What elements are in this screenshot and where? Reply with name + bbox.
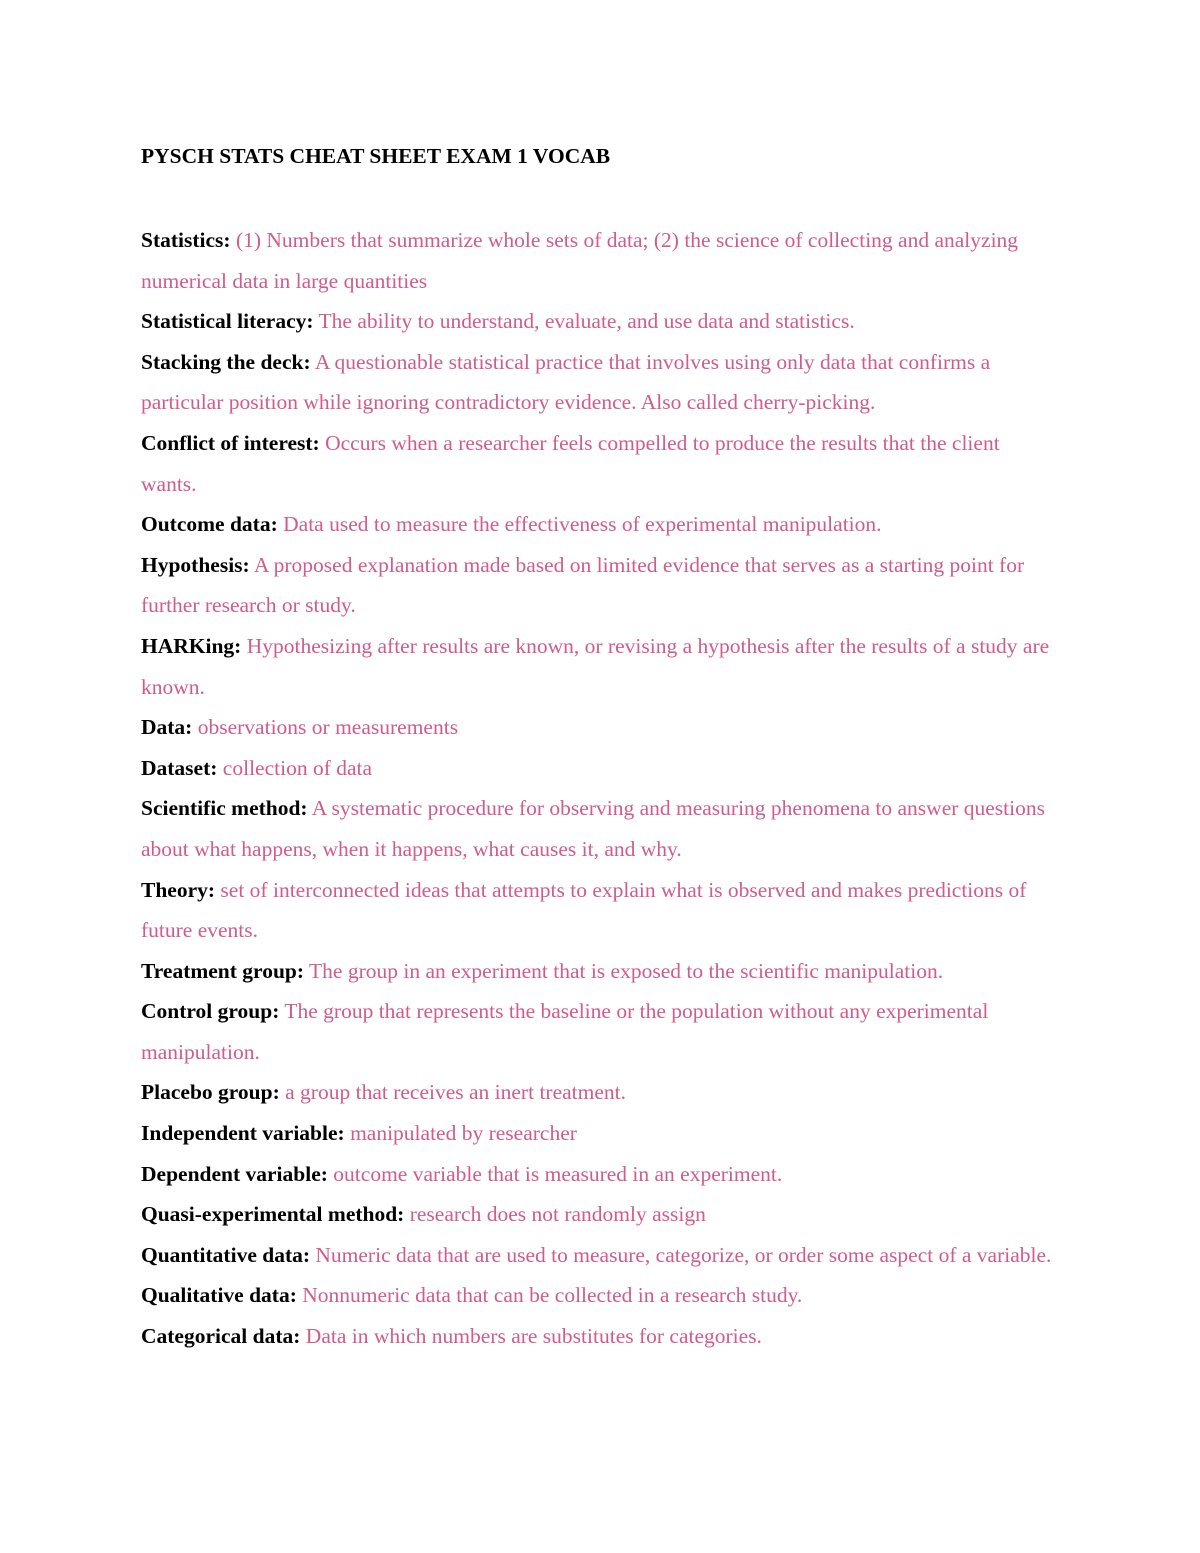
vocab-term: Quantitative data: bbox=[141, 1242, 311, 1267]
vocab-definition: The ability to understand, evaluate, and use data and statistics. bbox=[318, 309, 855, 334]
vocab-term: Control group: bbox=[141, 999, 280, 1024]
vocab-entry-scientific-method bbox=[141, 788, 1060, 869]
vocab-term: Treatment group: bbox=[141, 958, 305, 983]
vocab-definition: A questionable statistical practice that involves using only data that confirms a particular position while ignoring contradictory evidence. Also called cherry-picking. bbox=[141, 349, 991, 415]
vocab-entry-categorical-data bbox=[141, 1316, 1060, 1357]
vocab-entry-harking bbox=[141, 626, 1060, 707]
vocab-term: Statistical literacy: bbox=[141, 309, 314, 334]
vocab-entry-qualitative-data bbox=[141, 1275, 1060, 1316]
vocab-entry-statistical-literacy bbox=[141, 301, 1060, 342]
vocab-definition: outcome variable that is measured in an experiment. bbox=[333, 1161, 783, 1186]
vocab-definition: Nonnumeric data that can be collected in a research study. bbox=[302, 1283, 803, 1308]
vocab-entry-dataset bbox=[141, 748, 1060, 789]
vocab-definition: A systematic procedure for observing and measuring phenomena to answer questions about what happens, when it happens, what causes it, and why. bbox=[141, 796, 1045, 861]
vocab-entry-outcome-data bbox=[141, 504, 1060, 545]
vocab-definition: manipulated by researcher bbox=[350, 1121, 577, 1146]
vocab-entry-placebo-group bbox=[141, 1072, 1060, 1113]
vocab-term: Data: bbox=[141, 715, 193, 740]
vocab-term: Quasi-experimental method: bbox=[141, 1202, 405, 1227]
vocab-definition: observations or measurements bbox=[197, 715, 459, 740]
vocab-term: Categorical data: bbox=[141, 1324, 301, 1349]
vocab-definition: (1) Numbers that summarize whole sets of data; (2) the science of collecting and analyzing numerical data in large quantities bbox=[141, 228, 1019, 293]
vocab-definition: The group in an experiment that is exposed to the scientific manipulation. bbox=[309, 958, 944, 983]
vocab-entry-quantitative-data bbox=[141, 1235, 1060, 1276]
vocab-definition: The group that represents the baseline or the population without any experimental manipulation. bbox=[141, 999, 989, 1064]
vocab-entry-theory bbox=[141, 870, 1060, 951]
vocab-definition: Occurs when a researcher feels compelled to produce the results that the client wants. bbox=[141, 430, 1000, 496]
vocab-definition: Data in which numbers are substitutes for categories. bbox=[305, 1324, 762, 1349]
vocab-term: HARKing: bbox=[141, 633, 242, 658]
vocab-term: Scientific method: bbox=[141, 796, 308, 821]
vocab-term: Theory: bbox=[141, 877, 216, 902]
vocab-definition: research does not randomly assign bbox=[409, 1202, 706, 1227]
vocab-definition: a group that receives an inert treatment. bbox=[285, 1080, 627, 1105]
vocab-term: Hypothesis: bbox=[141, 552, 250, 577]
vocab-entry-independent-variable bbox=[141, 1113, 1060, 1154]
vocab-term: Statistics: bbox=[141, 228, 231, 252]
vocab-definition: Data used to measure the effectiveness of experimental manipulation. bbox=[283, 512, 882, 537]
vocab-entry-treatment-group bbox=[141, 951, 1060, 992]
vocab-term: Dependent variable: bbox=[141, 1161, 328, 1186]
vocab-term: Independent variable: bbox=[141, 1121, 345, 1146]
vocab-entry-conflict-of-interest bbox=[141, 423, 1060, 504]
vocab-entry-stacking-the-deck bbox=[141, 342, 1060, 423]
vocab-definition: Numeric data that are used to measure, categorize, or order some aspect of a variable. bbox=[315, 1242, 1052, 1267]
vocab-term: Placebo group: bbox=[141, 1080, 280, 1105]
vocab-definition: A proposed explanation made based on limited evidence that serves as a starting point for further research or study. bbox=[141, 552, 1025, 618]
vocab-term: Qualitative data: bbox=[141, 1283, 297, 1308]
vocab-definition: set of interconnected ideas that attempts to explain what is observed and makes predictions of future events. bbox=[141, 877, 1027, 943]
vocab-entry-statistics bbox=[141, 220, 1060, 301]
vocab-entry-hypothesis bbox=[141, 545, 1060, 626]
vocab-term: Outcome data: bbox=[141, 512, 278, 537]
document-title: PYSCH STATS CHEAT SHEET EXAM 1 VOCAB bbox=[141, 144, 611, 168]
vocab-entry-dependent-variable bbox=[141, 1154, 1060, 1195]
vocab-term: Stacking the deck: bbox=[141, 349, 311, 374]
vocab-term: Conflict of interest: bbox=[141, 430, 320, 455]
vocab-definition: Hypothesizing after results are known, or revising a hypothesis after the results of a study are known. bbox=[141, 633, 1050, 699]
vocab-entry-control-group bbox=[141, 991, 1060, 1072]
vocab-entry-quasi-experimental-method bbox=[141, 1194, 1060, 1235]
vocab-term: Dataset: bbox=[141, 755, 218, 780]
vocab-entry-data bbox=[141, 707, 1060, 748]
vocab-list bbox=[141, 220, 1060, 1357]
vocab-definition: collection of data bbox=[222, 755, 373, 780]
